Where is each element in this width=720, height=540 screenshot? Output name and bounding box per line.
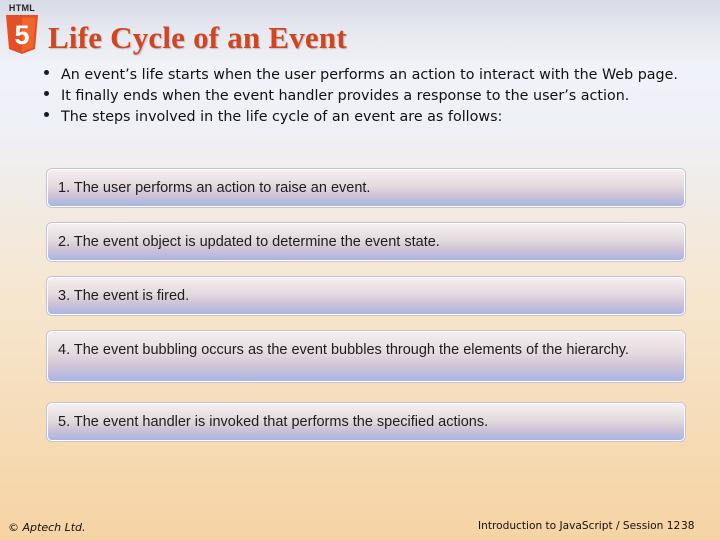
- step-box-2: [47, 223, 685, 261]
- bullet-item: [40, 107, 680, 128]
- bullet-item: [40, 86, 680, 107]
- step-box-5: [47, 403, 685, 441]
- step-text: 1. The user performs an action to raise an event.: [58, 180, 371, 196]
- slide-title: Life Cycle of an Event: [48, 20, 347, 55]
- footer-copyright: © Aptech Ltd.: [8, 521, 86, 534]
- bullet-dot-icon: [44, 112, 49, 117]
- step-box-1: [47, 169, 685, 207]
- html5-logo-word: HTML: [8, 3, 36, 13]
- step-box-3: [47, 277, 685, 315]
- html5-logo: [3, 3, 41, 59]
- html5-shield-icon: [6, 15, 38, 55]
- page-number: 38: [681, 520, 695, 532]
- bullet-list: [40, 65, 680, 128]
- step-text: 2. The event object is updated to determine the event state.: [58, 234, 440, 250]
- step-text: 3. The event is fired.: [58, 288, 190, 304]
- bullet-text: The steps involved in the life cycle of an event are as follows:: [61, 109, 503, 125]
- step-text: 4. The event bubbling occurs as the event bubbles through the elements of the hierarchy.: [58, 342, 629, 358]
- bullet-item: [40, 65, 680, 86]
- footer-course: Introduction to JavaScript / Session 12: [478, 520, 681, 532]
- bullet-dot-icon: [44, 91, 49, 96]
- bullet-text: An event’s life starts when the user performs an action to interact with the Web page.: [61, 67, 678, 83]
- bullet-text: It finally ends when the event handler provides a response to the user’s action.: [61, 88, 630, 104]
- bullet-dot-icon: [44, 70, 49, 75]
- step-text: 5. The event handler is invoked that performs the specified actions.: [58, 414, 489, 430]
- step-box-4: [47, 331, 685, 382]
- html5-logo-digit: 5: [14, 20, 30, 50]
